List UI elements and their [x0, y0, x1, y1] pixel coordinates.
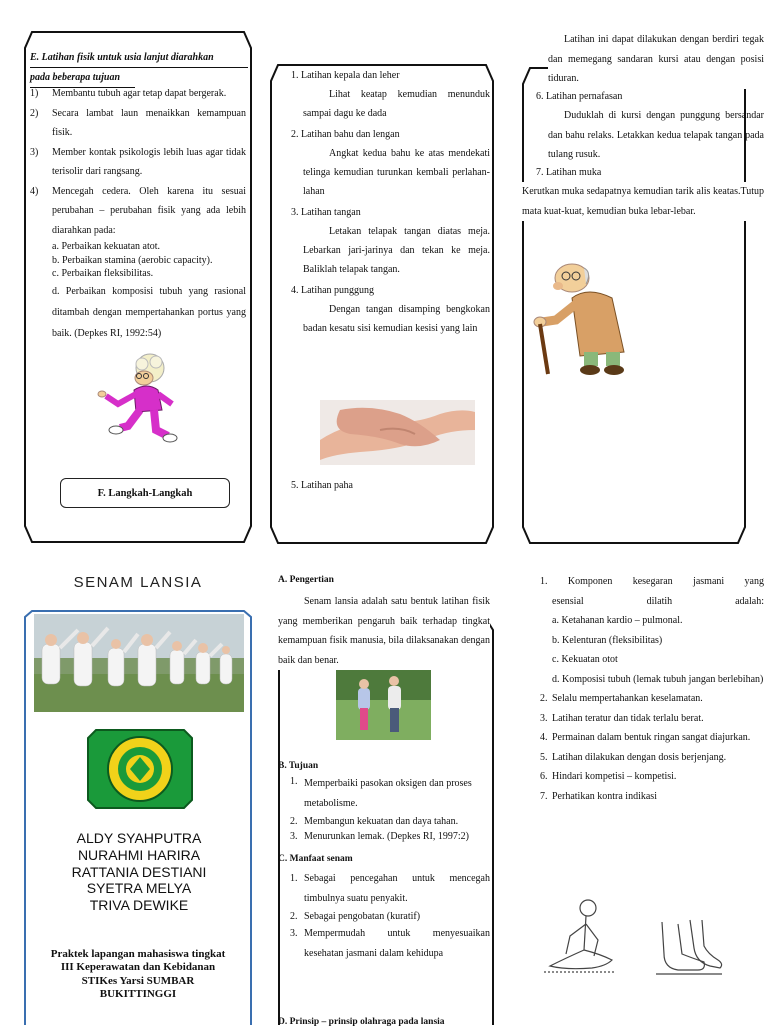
exercise-title-7: 7. Latihan muka [536, 167, 602, 178]
hands-massage-photo [320, 400, 475, 465]
list-item: a. Ketahanan kardio – pulmonal. [552, 615, 683, 626]
list-item: 2. Selalu mempertahankan keselamatan. [540, 693, 703, 704]
list-item: 2. Sebagai pengobatan (kuratif) [290, 911, 421, 922]
panel-right-intro: Latihan ini dapat dilakukan dengan berdiri tegak dan memegang sandaran kursi atau dengan posisi tiduran. [548, 30, 764, 89]
feet-exercise-sketch [652, 914, 726, 980]
panel-e-heading [30, 48, 248, 88]
section-a-title: A. Pengertian [278, 575, 334, 585]
section-c-list [290, 869, 490, 964]
exercise-body: Letakan telapak tangan diatas meja. Lebarkan jari-jarinya dan tekan ke meja. Baliklah telapak tangan. [303, 226, 490, 275]
grandpa-cane-illustration [528, 262, 634, 380]
panel-e-list [30, 84, 246, 344]
panel-mid-list [291, 66, 490, 338]
panel-right-bottom [540, 572, 764, 806]
author-name: SYETRA MELYA [86, 880, 192, 897]
panel-e-sublist [30, 240, 246, 344]
walking-couple-photo [336, 670, 431, 740]
exercise-title-5: 5. Latihan paha [291, 480, 353, 491]
grandma-walking-illustration [92, 352, 182, 444]
cover-footer [30, 948, 246, 1002]
cover-footer-line: III Keperawatan dan Kebidanan [60, 961, 216, 974]
cover-title: SENAM LANSIA [73, 574, 203, 591]
list-item: 3. Mempermudah untuk menyesuaikan kesehatan jasmani dalam kehidupa [290, 928, 490, 959]
author-name: ALDY SYAHPUTRA [76, 830, 202, 846]
list-item: c. Kekuatan otot [552, 654, 618, 665]
principle-sublist [540, 611, 764, 689]
langkah-box-label: F. Langkah-Langkah [97, 487, 193, 499]
principle-item-1: 1. Komponen kesegaran jasmani yang esensial dilatih adalah: [540, 576, 764, 607]
cover-footer-line: Praktek lapangan mahasiswa tingkat [50, 948, 226, 960]
list-item: 2. Membangun kekuatan dan daya tahan. [290, 816, 459, 827]
exercise-title: 3. Latihan tangan [291, 207, 361, 218]
stikes-yarsi-logo [82, 724, 198, 814]
exercise-body: Angkat kedua bahu ke atas mendekati telinga kemudian turunkan kembali perlahan-lahan [303, 148, 490, 197]
author-name: TRIVA DEWIKE [89, 897, 189, 914]
list-item: 3. Menurunkan lemak. (Depkes RI, 1997:2) [290, 831, 469, 842]
section-b-title: B. Tujuan [278, 761, 319, 771]
cover-footer-line: STIKes Yarsi SUMBAR [81, 974, 195, 987]
list-item: 6. Hindari kompetisi – kompetisi. [540, 771, 677, 782]
cover-footer-line: BUKITTINGGI [99, 988, 177, 1001]
panel-e-heading-line1: E. Latihan fisik untuk usia lanjut diarahkan [30, 48, 248, 68]
list-item: b. Perbaikan stamina (aerobic capacity). [52, 254, 213, 266]
list-item: 2) Secara lambat laun menaikkan kemampuan fisik. [30, 107, 246, 138]
exercise-body-6: Duduklah di kursi dengan punggung bersandar dan bahu relaks. Letakkan kedua telapak tangan pada tulang rusuk. [548, 110, 764, 160]
list-item: 5. Latihan dilakukan dengan dosis berjenjang. [540, 751, 727, 763]
list-item: d. Komposisi tubuh (lemak tubuh jangan berlebihan) [552, 673, 764, 685]
section-a-body: Senam lansia adalah satu bentuk latihan fisik yang memberikan pengaruh baik terhadap tingkat kemampuan fisik manusia, bila dilaksanakan dengan baik dan benar. [278, 592, 490, 670]
list-item: 1. Memperbaiki pasokan oksigen dan proses metabolisme. [290, 776, 472, 809]
list-item: 7. Perhatikan kontra indikasi [540, 790, 657, 802]
author-name: RATTANIA DESTIANI [71, 863, 207, 880]
exercise-body: Lihat keatap kemudian menunduk sampai dagu ke dada [303, 89, 490, 119]
list-item: 3) Member kontak psikologis lebih luas agar tidak terisolir dari rangsang. [30, 146, 246, 177]
section-b-list [290, 774, 490, 844]
exercise-title: 2. Latihan bahu dan lengan [291, 129, 400, 140]
list-item: 4) Mencegah cedera. Oleh karena itu sesuai perubahan – perubahan fisik yang ada lebih diarahkan pada: [30, 185, 246, 236]
list-item: 1. Sebagai pencegahan untuk mencegah timbulnya suatu penyakit. [290, 873, 490, 904]
senam-crowd-photo [34, 614, 244, 712]
langkah-box [60, 478, 230, 508]
list-item: a. Perbaikan kekuatan atot. [52, 241, 161, 252]
exercise-title-6: 6. Latihan pernafasan [536, 87, 628, 106]
section-d-title: D. Prinsip – prinsip olahraga pada lansia [278, 1017, 445, 1027]
list-item: d. Perbaikan komposisi tubuh yang rasional ditambah dengan mempertahankan portus yang baik. (Depkes RI, 1992:54) [52, 285, 246, 339]
sitting-meditation-sketch [536, 896, 618, 982]
exercise-body-7: Kerutkan muka sedapatnya kemudian tarik alis keatas.Tutup mata kuat-kuat, kemudian buka lebar-lebar. [522, 182, 764, 221]
list-item: 1) Membantu tubuh agar tetap dapat bergerak. [30, 88, 227, 99]
author-name: NURAHMI HARIRA [77, 846, 201, 863]
list-item: 3. Latihan teratur dan tidak terlalu berat. [540, 712, 704, 724]
panel-e-heading-line2: pada beberapa tujuan [30, 68, 135, 88]
list-item: 4. Permainan dalam bentuk ringan sangat diajurkan. [540, 732, 751, 743]
list-item: c. Perbaikan fleksibilitas. [52, 268, 154, 279]
list-item: b. Kelenturan (fleksibilitas) [552, 634, 663, 646]
exercise-title: 4. Latihan punggung [291, 285, 375, 296]
exercise-body: Dengan tangan disamping bengkokan badan kesatu sisi kemudian kesisi yang lain [303, 304, 490, 334]
section-c-title: C. Manfaat senam [278, 854, 353, 864]
author-list [34, 830, 244, 914]
exercise-title: 1. Latihan kepala dan leher [291, 70, 400, 81]
